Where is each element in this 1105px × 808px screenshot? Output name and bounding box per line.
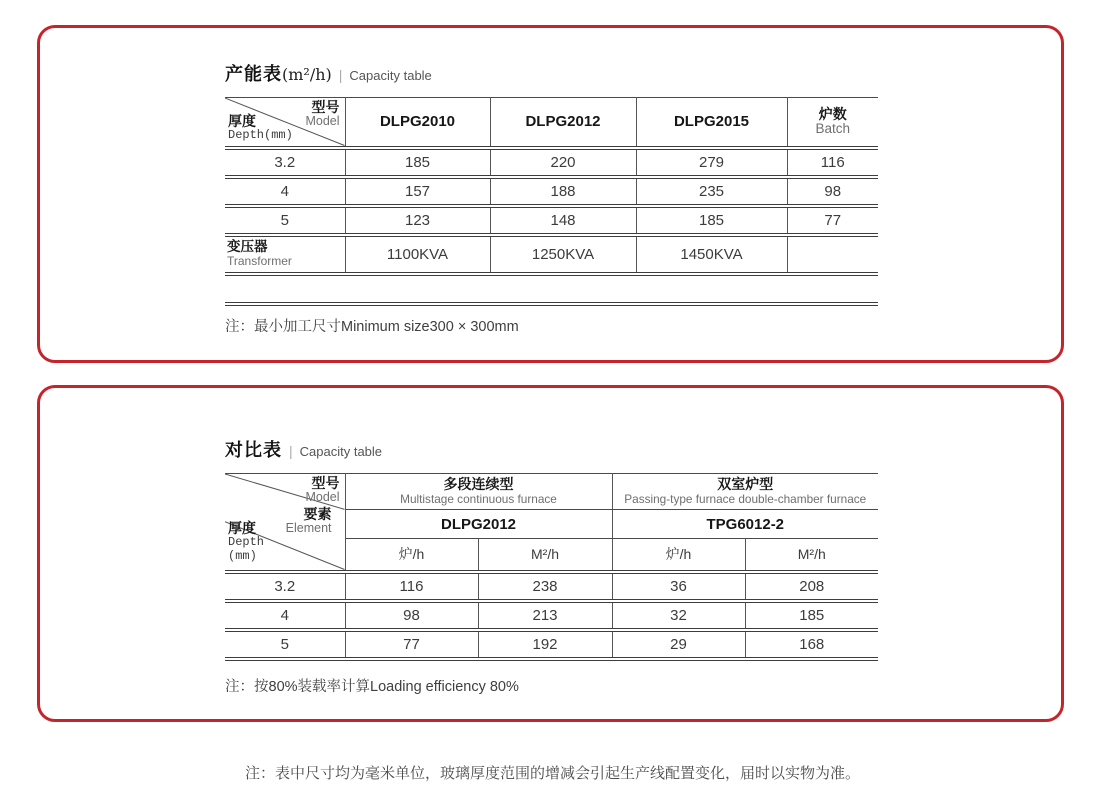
group2-en: Passing-type furnace double-chamber furnace <box>624 491 867 506</box>
data-cell: 208 <box>745 572 878 601</box>
comparison-table-title <box>225 436 1061 462</box>
data-cell: 188 <box>490 177 636 206</box>
depth-cell: 4 <box>225 601 345 630</box>
data-cell: 98 <box>345 601 478 630</box>
unit-header-furnace: 炉/h <box>612 539 745 572</box>
corner-depth-cn: 厚度 <box>228 112 256 129</box>
depth-cell: 4 <box>225 177 345 206</box>
corner-depth-cn: 厚度 <box>228 520 256 536</box>
data-cell: 148 <box>490 206 636 235</box>
title-en: Capacity table <box>299 444 383 459</box>
data-cell: 77 <box>787 206 878 235</box>
corner-depth-en1: Depth <box>228 535 265 550</box>
corner-depth-en2: (mm) <box>228 548 257 563</box>
data-cell: 98 <box>787 177 878 206</box>
title-divider: | <box>338 67 343 83</box>
data-cell: 1100KVA <box>345 235 490 274</box>
model-header-tpg6012: TPG6012-2 <box>612 510 878 539</box>
data-cell: 36 <box>612 572 745 601</box>
data-cell: 185 <box>745 601 878 630</box>
table-row <box>225 572 878 601</box>
data-cell: 157 <box>345 177 490 206</box>
table-row <box>225 148 878 177</box>
unit-header-area: M²/h <box>745 539 878 572</box>
data-cell: 116 <box>345 572 478 601</box>
data-cell: 123 <box>345 206 490 235</box>
group-header-multistage <box>345 474 612 510</box>
comparison-note: 注：按80%装载率计算Loading efficiency 80% <box>225 678 519 695</box>
separator-line <box>225 302 878 306</box>
column-header-dlpg2015: DLPG2015 <box>636 98 787 148</box>
data-cell <box>787 235 878 274</box>
corner-header-cell <box>225 98 345 148</box>
transformer-label <box>225 235 345 274</box>
corner-model-en: Model <box>305 490 340 505</box>
capacity-note: 注：最小加工尺寸Minimum size300 × 300mm <box>225 318 519 335</box>
comparison-panel <box>37 385 1064 722</box>
data-cell: 116 <box>787 148 878 177</box>
capacity-panel <box>37 25 1064 363</box>
table-row <box>225 206 878 235</box>
data-cell: 168 <box>745 630 878 659</box>
data-cell: 279 <box>636 148 787 177</box>
corner-depth-label <box>228 114 293 143</box>
data-cell: 29 <box>612 630 745 659</box>
corner-model-cn: 型号 <box>311 475 340 491</box>
transformer-row <box>225 235 878 274</box>
data-cell: 1450KVA <box>636 235 787 274</box>
model-header-dlpg2012: DLPG2012 <box>345 510 612 539</box>
unit-header-furnace: 炉/h <box>345 539 478 572</box>
corner-header-cell <box>225 474 345 572</box>
depth-cell: 5 <box>225 630 345 659</box>
column-header-batch <box>787 98 878 148</box>
unit-header-area: M²/h <box>478 539 612 572</box>
corner-depth-en: Depth(mm) <box>228 128 293 143</box>
batch-en: Batch <box>815 121 851 137</box>
comparison-table <box>225 473 878 661</box>
depth-cell: 5 <box>225 206 345 235</box>
title-cn <box>225 60 332 86</box>
batch-cn: 炉数 <box>818 105 847 122</box>
depth-cell: 3.2 <box>225 148 345 177</box>
data-cell: 213 <box>478 601 612 630</box>
title-en: Capacity table <box>349 68 432 83</box>
title-text: 产能表 <box>225 64 282 84</box>
data-cell: 77 <box>345 630 478 659</box>
title-text: 对比表 <box>225 440 282 460</box>
table-row <box>225 601 878 630</box>
group1-cn: 多段连续型 <box>443 476 514 493</box>
depth-cell: 3.2 <box>225 572 345 601</box>
corner-element-en: Element <box>285 521 332 536</box>
title-unit: (m²/h) <box>282 65 332 84</box>
corner-model-label <box>305 476 339 505</box>
data-cell: 192 <box>478 630 612 659</box>
table-row <box>225 630 878 659</box>
table-row <box>225 177 878 206</box>
data-cell: 235 <box>636 177 787 206</box>
group1-en: Multistage continuous furnace <box>400 491 557 506</box>
transformer-en: Transformer <box>227 253 292 268</box>
column-header-dlpg2012: DLPG2012 <box>490 98 636 148</box>
capacity-table <box>225 97 878 276</box>
corner-depth-label <box>228 521 264 563</box>
footer-note: 注：表中尺寸均为毫米单位，玻璃厚度范围的增减会引起生产线配置变化，届时以实物为准。 <box>244 765 860 782</box>
title-divider: | <box>289 443 293 459</box>
corner-model-label <box>305 100 339 129</box>
corner-model-cn: 型号 <box>311 99 340 115</box>
data-cell: 220 <box>490 148 636 177</box>
corner-element-label <box>286 507 332 536</box>
group-header-double-chamber <box>612 474 878 510</box>
column-header-dlpg2010: DLPG2010 <box>345 98 490 148</box>
data-cell: 185 <box>636 206 787 235</box>
data-cell: 185 <box>345 148 490 177</box>
data-cell: 1250KVA <box>490 235 636 274</box>
corner-element-cn: 要素 <box>303 506 332 522</box>
transformer-cn: 变压器 <box>227 238 268 254</box>
group2-cn: 双室炉型 <box>717 476 774 493</box>
data-cell: 32 <box>612 601 745 630</box>
capacity-table-title <box>225 60 1061 86</box>
data-cell: 238 <box>478 572 612 601</box>
corner-model-en: Model <box>305 114 340 129</box>
